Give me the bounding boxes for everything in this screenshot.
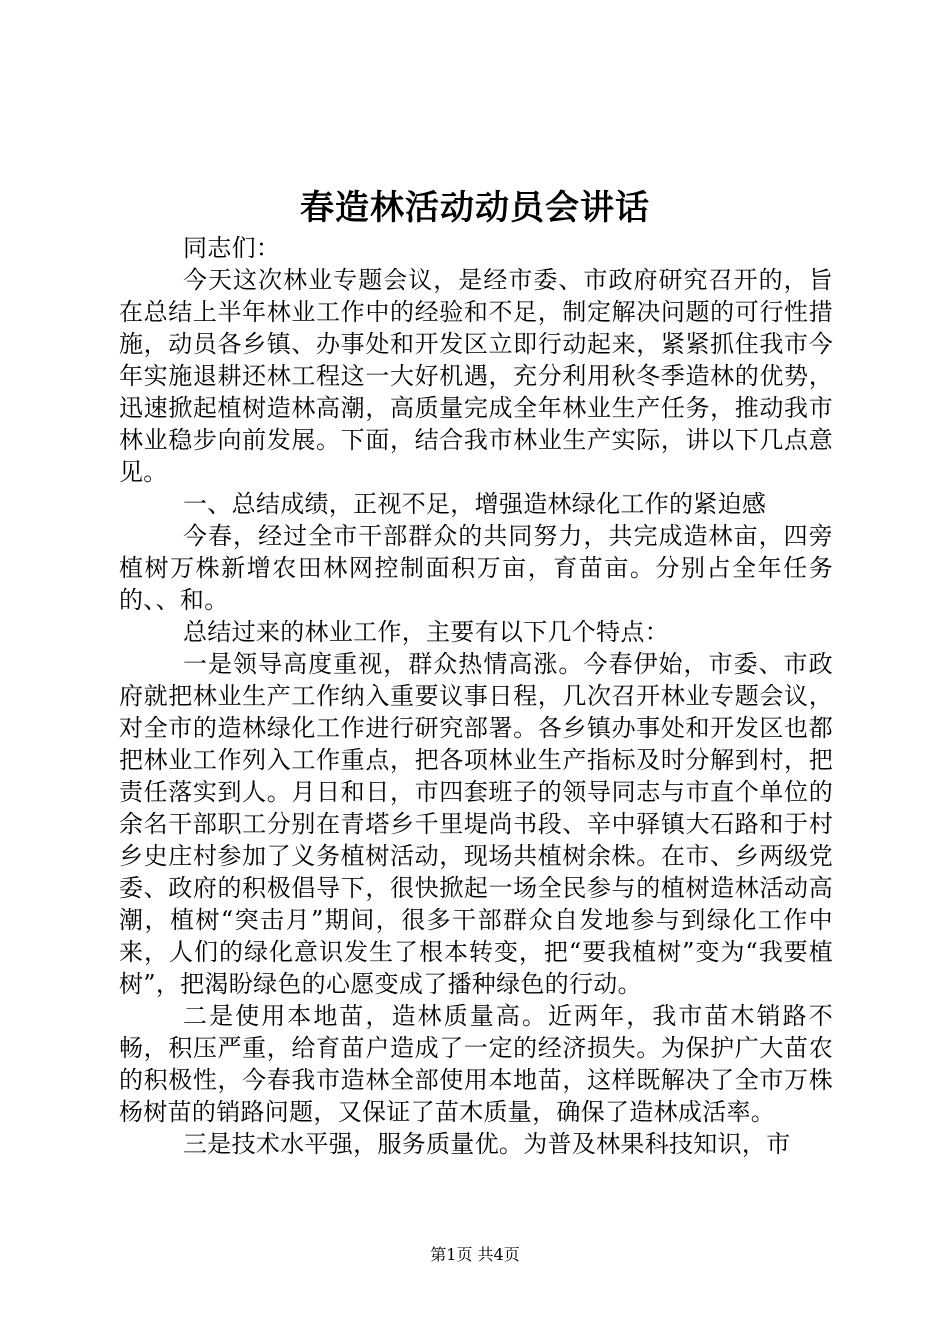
paragraph-achievements: 今春，经过全市干部群众的共同努力，共完成造林亩，四旁植树万株新增农田林网控制面积万亩，育苗亩。分别占全年任务的、、和。 (119, 522, 833, 614)
section-heading: 一、总结成绩，正视不足，增强造林绿化工作的紧迫感 (183, 490, 767, 518)
paragraph-intro: 今天这次林业专题会议，是经市委、市政府研究召开的，旨在总结上半年林业工作中的经验和不足，制定解决问题的可行性措施，动员各乡镇、办事处和开发区立即行动起来，紧紧抓住我市今年实施退耕还林工程这一大好机遇，充分利用秋冬季造林的优势，迅速掀起植树造林高潮，高质量完成全年林业生产任务，推动我市林业稳步向前发展。下面，结合我市林业生产实际，讲以下几点意见。 (119, 266, 833, 486)
document-title: 春造林活动动员会讲话 (300, 188, 650, 228)
paragraph-point-one: 一是领导高度重视，群众热情高涨。今春伊始，市委、市政府就把林业生产工作纳入重要议事日程，几次召开林业专题会议，对全市的造林绿化工作进行研究部署。各乡镇办事处和开发区也都把林业工作列入工作重点，把各项林业生产指标及时分解到村，把责任落实到人。月日和日，市四套班子的领导同志与市直个单位的余名干部职工分别在青塔乡千里堤尚书段、辛中驿镇大石路和于村乡史庄村参加了义务植树活动，现场共植树余株。在市、乡两级党委、政府的积极倡导下，很快掀起一场全民参与的植树造林活动高潮，植树“突击月”期间，很多干部群众自发地参与到绿化工作中来，人们的绿化意识发生了根本转变，把“要我植树”变为“我要植树”，把渴盼绿色的心愿变成了播种绿色的行动。 (119, 650, 833, 998)
page-footer: 第1页 共4页 (430, 1245, 520, 1264)
paragraph-point-two: 二是使用本地苗，造林质量高。近两年，我市苗木销路不畅，积压严重，给育苗户造成了一定的经济损失。为保护广大苗农的积极性，今春我市造林全部使用本地苗，这样既解决了全市万株杨树苗的销路问题，又保证了苗木质量，确保了造林成活率。 (119, 1002, 833, 1126)
paragraph-point-three: 三是技术水平强，服务质量优。为普及林果科技知识，市 (183, 1130, 791, 1158)
paragraph-summary: 总结过来的林业工作，主要有以下几个特点： (183, 618, 669, 646)
paragraph-greeting: 同志们： (183, 234, 281, 262)
document-body (119, 232, 833, 1160)
